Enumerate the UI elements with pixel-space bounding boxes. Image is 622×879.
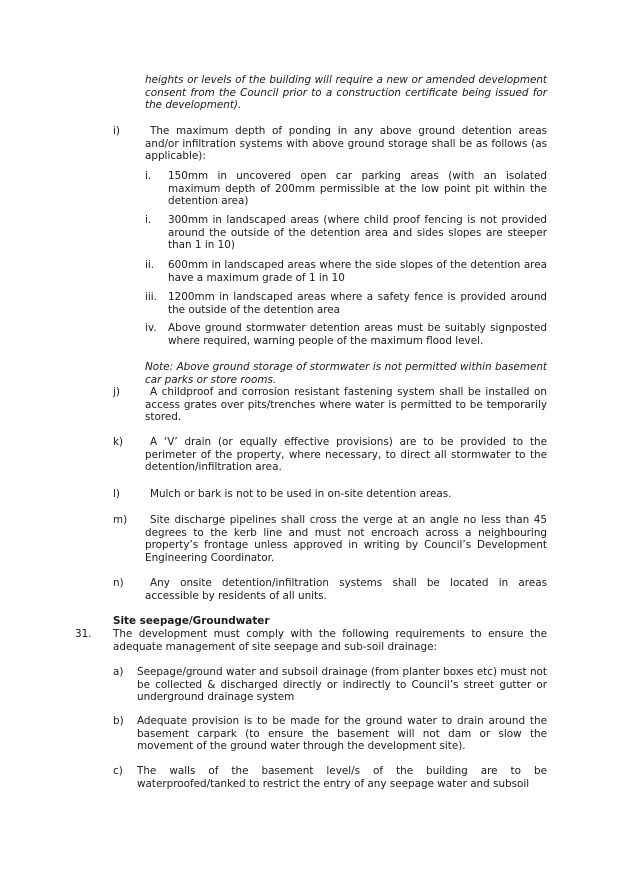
subitem-text: 150mm in uncovered open car parking areas (with an isolated maximum depth of 200mm permissible at the low point pit within the detention area) bbox=[168, 170, 547, 208]
section-intro: The development must comply with the following requirements to ensure the adequate management of site seepage and sub-soil drainage: bbox=[113, 628, 547, 653]
intro-italic-paragraph: heights or levels of the building will require a new or amended development consent from the Council prior to a construction certificate being issued for the development). bbox=[145, 74, 547, 112]
item-label-n: n) bbox=[113, 577, 124, 589]
item-text-l: Mulch or bark is not to be used in on-site detention areas. bbox=[150, 488, 452, 500]
subitem-text: 600mm in landscaped areas where the side slopes of the detention area have a maximum grade of 1 in 10 bbox=[168, 259, 547, 284]
subitem-label: ii. bbox=[145, 259, 155, 271]
item-text-m: Site discharge pipelines shall cross the verge at an angle no less than 45 degrees to the kerb line and must not encroach across a neighbouring property’s frontage unless approved in writing by Council’s Development Engineering Coordinator. bbox=[145, 514, 547, 564]
note-italic: Note: Above ground storage of stormwater is not permitted within basement car parks or store rooms. bbox=[145, 361, 547, 386]
subitem-label: iii. bbox=[145, 291, 157, 303]
section-item-label-b: b) bbox=[113, 715, 124, 727]
item-text-k: A ‘V’ drain (or equally effective provisions) are to be provided to the perimeter of the property, where necessary, to direct all stormwater to the detention/infiltration area. bbox=[145, 436, 547, 474]
item-label-k: k) bbox=[113, 436, 124, 448]
section-item-text-a: Seepage/ground water and subsoil drainage (from planter boxes etc) must not be collected & discharged directly or indirectly to Council’s street gutter or underground drainage system bbox=[137, 666, 547, 704]
item-text-j: A childproof and corrosion resistant fastening system shall be installed on access grates over pits/trenches where water is permitted to be temporarily stored. bbox=[145, 386, 547, 424]
section-item-text-c: The walls of the basement level/s of the building are to be waterproofed/tanked to restrict the entry of any seepage water and subsoil bbox=[137, 765, 547, 790]
section-number: 31. bbox=[75, 628, 92, 640]
subitem-text: 1200mm in landscaped areas where a safety fence is provided around the outside of the detention area bbox=[168, 291, 547, 316]
item-text-n: Any onsite detention/infiltration systems shall be located in areas accessible by residents of all units. bbox=[145, 577, 547, 602]
subitem-text: 300mm in landscaped areas (where child proof fencing is not provided around the outside of the detention area and sides slopes are steeper than 1 in 10) bbox=[168, 214, 547, 252]
item-label-l: l) bbox=[113, 488, 120, 500]
item-label-m: m) bbox=[113, 514, 128, 526]
item-label-i: i) bbox=[113, 125, 120, 137]
subitem-label: iv. bbox=[145, 322, 157, 334]
subitem-text: Above ground stormwater detention areas must be suitably signposted where required, warning people of the maximum flood level. bbox=[168, 322, 547, 347]
item-text-i: The maximum depth of ponding in any above ground detention areas and/or infiltration systems with above ground storage shall be as follows (as applicable): bbox=[145, 125, 547, 163]
subitem-label: i. bbox=[145, 170, 152, 182]
section-item-label-a: a) bbox=[113, 666, 124, 678]
section-item-text-b: Adequate provision is to be made for the ground water to drain around the basement carpark (to ensure the basement will not dam or slow the movement of the ground water through the development site). bbox=[137, 715, 547, 753]
item-label-j: j) bbox=[113, 386, 120, 398]
subitem-label: i. bbox=[145, 214, 152, 226]
section-heading: Site seepage/Groundwater bbox=[113, 615, 270, 627]
section-item-label-c: c) bbox=[113, 765, 123, 777]
